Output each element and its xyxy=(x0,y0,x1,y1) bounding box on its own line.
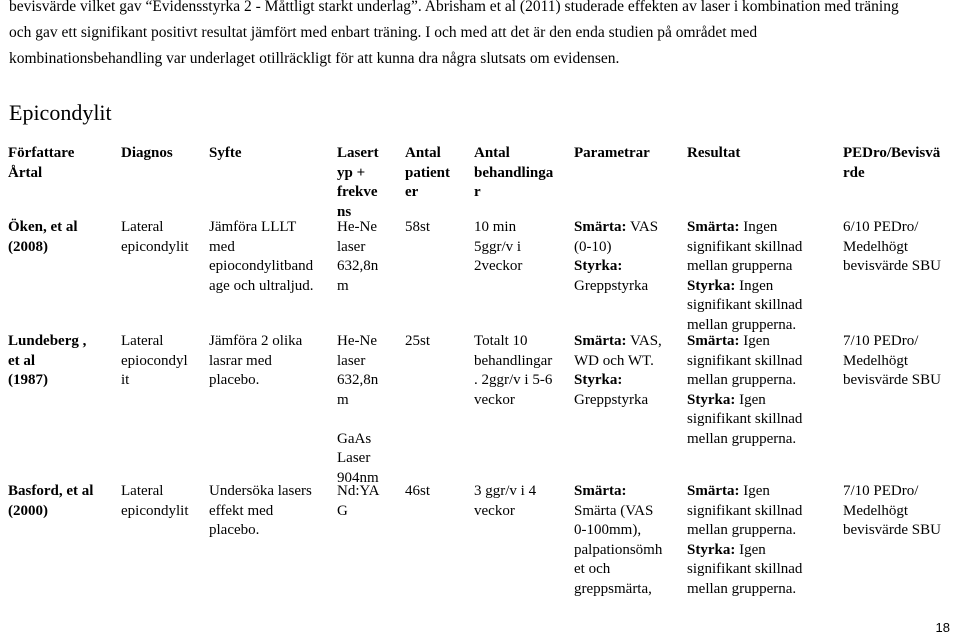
header-pedro xyxy=(843,144,940,183)
cell-line: Nd:YA xyxy=(337,483,380,499)
cell-line: behandlingar xyxy=(474,352,553,369)
cell-line: Undersöka lasers xyxy=(209,483,312,499)
cell-line xyxy=(687,410,802,430)
cell-diagnos xyxy=(121,218,189,257)
cell-lasertyp xyxy=(337,332,379,488)
cell-line: He-Ne xyxy=(337,219,377,235)
cell-resultat xyxy=(687,332,802,449)
cell-line: bevisvärde SBU xyxy=(843,372,941,388)
cell-line xyxy=(574,371,662,391)
cell-text: Smärta (VAS xyxy=(574,502,654,519)
cell-label: Styrka: xyxy=(687,541,736,558)
cell-line: m xyxy=(337,391,349,408)
cell-line xyxy=(687,371,802,391)
cell-line: Medelhögt xyxy=(843,502,908,519)
cell-label: Smärta: xyxy=(687,333,740,349)
cell-line: age och ultraljud. xyxy=(209,277,314,294)
cell-text: Igen xyxy=(735,391,766,408)
cell-line: Jämföra 2 olika xyxy=(209,333,303,349)
cell-text: signifikant skillnad xyxy=(687,352,803,369)
cell-line xyxy=(574,238,658,258)
cell-text: et och xyxy=(574,561,611,577)
cell-line: G xyxy=(337,502,348,519)
cell-label: Styrka: xyxy=(574,372,623,388)
cell-line xyxy=(687,332,802,352)
cell-diagnos xyxy=(121,332,188,391)
cell-pedro xyxy=(843,218,941,277)
cell-line xyxy=(574,352,662,372)
cell-line: Öken, et al xyxy=(8,219,78,235)
cell-line: GaAs xyxy=(337,430,372,447)
page-number: 18 xyxy=(935,620,950,635)
cell-line: 6/10 PEDro/ xyxy=(843,219,919,235)
cell-text: mellan grupperna. xyxy=(687,522,797,538)
cell-line xyxy=(574,257,658,277)
cell-author xyxy=(8,332,86,391)
cell-line: et al xyxy=(8,352,36,369)
cell-line: placebo. xyxy=(209,372,260,388)
cell-text: WD och WT. xyxy=(574,352,654,369)
cell-line xyxy=(687,560,802,580)
cell-line: 632,8n xyxy=(337,258,379,274)
cell-line: 3 ggr/v i 4 xyxy=(474,483,537,499)
cell-line: Lateral xyxy=(121,333,164,349)
intro-line: bevisvärde vilket gav “Evidensstyrka 2 - Måttligt starkt underlag”. Abrisham et al (2011) studerade effekten av laser i kombination med träning xyxy=(9,0,899,15)
cell-line: it xyxy=(121,372,130,388)
cell-parametrar xyxy=(574,482,662,599)
cell-treatments xyxy=(474,218,522,277)
cell-line: rde xyxy=(843,164,865,181)
cell-line xyxy=(687,352,802,372)
cell-label: Smärta: xyxy=(687,219,740,235)
cell-parametrar xyxy=(574,332,662,410)
cell-line: epiocondyl xyxy=(121,352,188,369)
cell-text: Ingen xyxy=(735,277,774,294)
cell-line xyxy=(687,521,802,541)
cell-resultat xyxy=(687,482,802,599)
cell-author xyxy=(8,218,78,257)
cell-line: frekve xyxy=(337,184,378,200)
cell-lasertyp xyxy=(337,218,378,296)
cell-line xyxy=(687,482,802,502)
cell-line: laser xyxy=(337,238,366,255)
cell-line: Resultat xyxy=(687,145,741,161)
header-parametrar xyxy=(574,144,650,164)
cell-text: (0-10) xyxy=(574,238,612,255)
cell-label: Smärta: xyxy=(574,483,627,499)
cell-label: Smärta: xyxy=(687,483,740,499)
cell-line: veckor xyxy=(474,391,515,408)
cell-line: patient xyxy=(405,164,450,181)
cell-line xyxy=(687,391,802,411)
cell-label: Styrka: xyxy=(574,258,623,274)
cell-line: . 2ggr/v i 5-6 xyxy=(474,372,553,388)
cell-text: mellan grupperna xyxy=(687,258,793,274)
cell-line xyxy=(687,238,802,258)
cell-text: Igen xyxy=(739,483,770,499)
cell-line: PEDro/Bevisvä xyxy=(843,145,941,161)
cell-line: yp + xyxy=(337,164,366,181)
cell-line: Medelhögt xyxy=(843,238,908,255)
cell-line xyxy=(574,521,662,541)
cell-text: 0-100mm), xyxy=(574,522,642,538)
header-resultat xyxy=(687,144,740,164)
cell-line xyxy=(687,296,802,316)
cell-line: Medelhögt xyxy=(843,352,908,369)
cell-text: Igen xyxy=(739,333,770,349)
cell-line xyxy=(574,560,662,580)
cell-line: Parametrar xyxy=(574,145,650,161)
cell-line: (2008) xyxy=(8,238,48,255)
cell-line: bevisvärde SBU xyxy=(843,522,941,538)
cell-line: 10 min xyxy=(474,219,517,235)
cell-line xyxy=(574,277,658,297)
header-lasertyp xyxy=(337,144,379,222)
cell-line xyxy=(574,332,662,352)
cell-text: mellan grupperna. xyxy=(687,430,797,447)
cell-line: behandlinga xyxy=(474,164,554,181)
cell-author xyxy=(8,482,93,521)
cell-syfte xyxy=(209,218,314,296)
header-author xyxy=(8,144,74,183)
cell-line: 632,8n xyxy=(337,372,379,388)
cell-text: Greppstyrka xyxy=(574,391,649,408)
header-patients xyxy=(405,144,450,203)
cell-line: Jämföra LLLT xyxy=(209,219,297,235)
cell-line: (2000) xyxy=(8,502,48,519)
cell-line xyxy=(687,541,802,561)
cell-line: ns xyxy=(337,203,352,220)
cell-text: signifikant skillnad xyxy=(687,502,803,519)
cell-line: laser xyxy=(337,352,366,369)
cell-line: bevisvärde SBU xyxy=(843,258,941,274)
cell-line xyxy=(687,257,802,277)
cell-resultat xyxy=(687,218,802,335)
cell-line xyxy=(687,502,802,522)
cell-text: VAS xyxy=(626,219,659,235)
cell-line xyxy=(687,580,802,600)
cell-label: Smärta: xyxy=(574,219,627,235)
intro-line: och gav ett signifikant positivt resultat jämfört med enbart träning. I och med att det är den enda studien på området med xyxy=(9,24,758,41)
cell-parametrar xyxy=(574,218,658,296)
cell-text: Ingen xyxy=(739,219,778,235)
cell-line xyxy=(574,541,662,561)
cell-line: er xyxy=(405,184,419,200)
cell-line: r xyxy=(474,184,481,200)
cell-text: mellan grupperna. xyxy=(687,372,797,388)
cell-lasertyp xyxy=(337,482,380,521)
cell-line: Lateral xyxy=(121,219,164,235)
cell-line: effekt med xyxy=(209,502,274,519)
cell-line: 7/10 PEDro/ xyxy=(843,483,919,499)
cell-line: veckor xyxy=(474,502,515,519)
cell-line: lasrar med xyxy=(209,352,272,369)
cell-patients: 58st xyxy=(405,219,431,235)
cell-text: signifikant skillnad xyxy=(687,411,803,427)
cell-line: Totalt 10 xyxy=(474,333,528,349)
cell-treatments xyxy=(474,482,536,521)
cell-line: Årtal xyxy=(8,164,43,181)
cell-line xyxy=(687,277,802,297)
header-treatments xyxy=(474,144,553,203)
cell-line xyxy=(574,218,658,238)
cell-line: Diagnos xyxy=(121,145,173,161)
cell-line: placebo. xyxy=(209,522,260,538)
cell-line: Antal xyxy=(405,145,441,161)
cell-line: Syfte xyxy=(209,145,242,161)
cell-treatments xyxy=(474,332,552,410)
cell-line: Lateral xyxy=(121,483,164,499)
cell-line: Laser xyxy=(337,450,371,466)
cell-label: Styrka: xyxy=(687,391,736,408)
cell-text: greppsmärta, xyxy=(574,580,652,597)
cell-text: mellan grupperna. xyxy=(687,316,797,333)
cell-line: He-Ne xyxy=(337,333,377,349)
cell-line xyxy=(574,502,662,522)
cell-line: Antal xyxy=(474,145,510,161)
cell-line: 7/10 PEDro/ xyxy=(843,333,919,349)
cell-line: med xyxy=(209,238,235,255)
cell-patients: 46st xyxy=(405,483,431,499)
cell-pedro xyxy=(843,332,941,391)
cell-text: Igen xyxy=(735,541,766,558)
cell-line: epicondylit xyxy=(121,238,189,255)
cell-line: 904nm xyxy=(337,469,379,486)
cell-line xyxy=(574,391,662,411)
header-diagnos xyxy=(121,144,173,164)
cell-line xyxy=(574,482,662,502)
cell-patients: 25st xyxy=(405,333,431,349)
cell-line: 2veckor xyxy=(474,258,523,274)
cell-text: mellan grupperna. xyxy=(687,580,797,597)
cell-text: signifikant skillnad xyxy=(687,297,803,313)
cell-syfte xyxy=(209,482,312,541)
cell-syfte xyxy=(209,332,302,391)
cell-line: (1987) xyxy=(8,372,48,388)
cell-line: Basford, et al xyxy=(8,483,94,499)
cell-line: Lundeberg , xyxy=(8,333,87,349)
cell-text: signifikant skillnad xyxy=(687,561,803,577)
section-title: Epicondylit xyxy=(9,100,112,125)
cell-line xyxy=(337,410,379,430)
cell-line: epiocondylitband xyxy=(209,258,314,274)
cell-line xyxy=(574,580,662,600)
cell-line: m xyxy=(337,277,349,294)
cell-line xyxy=(687,430,802,450)
cell-label: Styrka: xyxy=(687,277,736,294)
cell-line: 5ggr/v i xyxy=(474,238,522,255)
cell-line: Författare xyxy=(8,145,75,161)
header-syfte xyxy=(209,144,242,164)
cell-line xyxy=(687,218,802,238)
cell-text: Greppstyrka xyxy=(574,277,649,294)
cell-line: epicondylit xyxy=(121,502,189,519)
intro-line: kombinationsbehandling var underlaget otillräckligt för att kunna dra några slutsats om evidensen. xyxy=(9,50,620,67)
intro-paragraph xyxy=(9,0,954,72)
cell-label: Smärta: xyxy=(574,333,627,349)
cell-line: Lasert xyxy=(337,145,379,161)
cell-text: palpationsömh xyxy=(574,541,663,558)
cell-diagnos xyxy=(121,482,189,521)
cell-text: signifikant skillnad xyxy=(687,238,803,255)
cell-text: VAS, xyxy=(626,333,662,349)
cell-pedro xyxy=(843,482,941,541)
